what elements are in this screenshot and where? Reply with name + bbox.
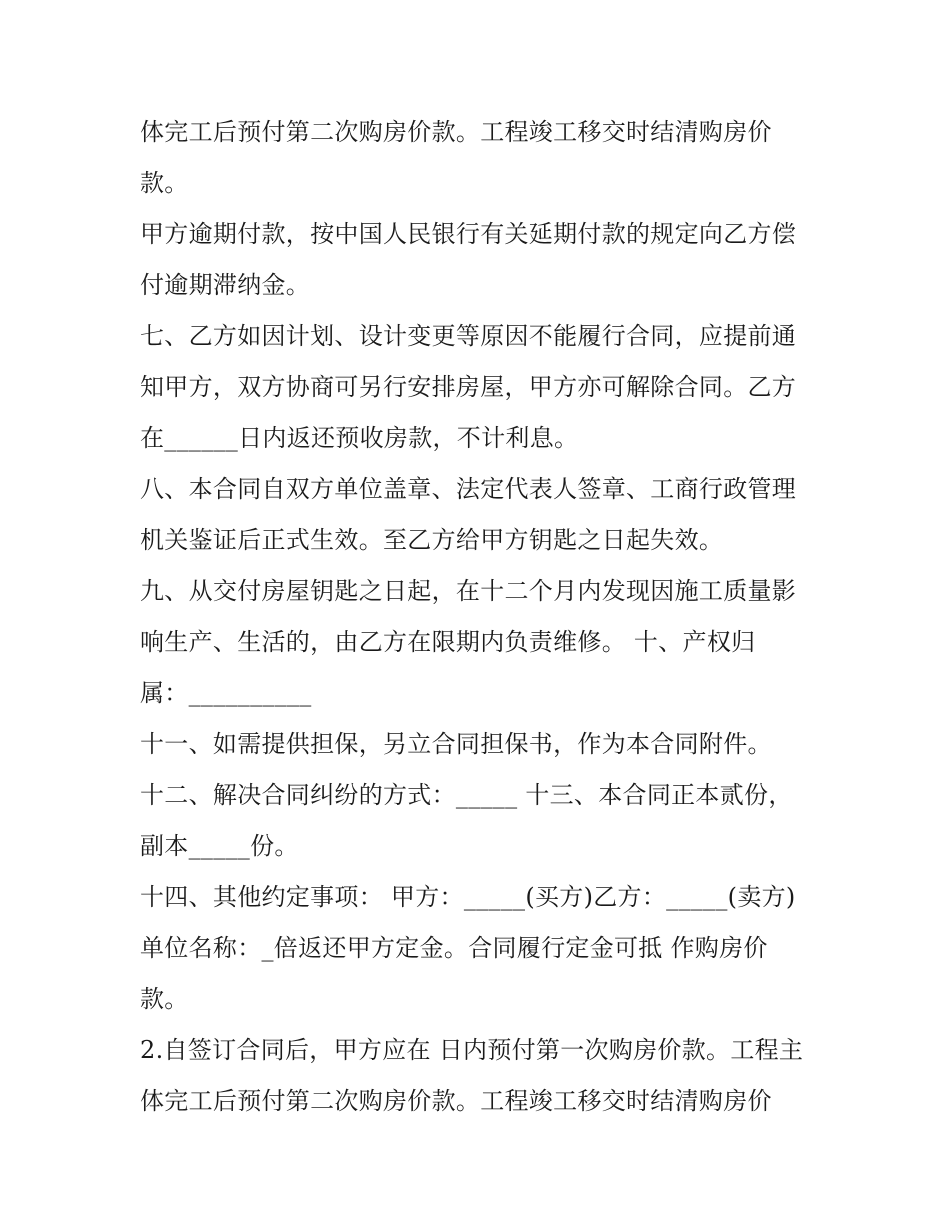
text-line: 副本_____份。	[140, 832, 299, 860]
text-line: 响生产、生活的，由乙方在限期内负责维修。 十、产权归	[140, 628, 756, 656]
text-line: 付逾期滞纳金。	[140, 271, 311, 299]
text-line: 在______日内返还预收房款，不计利息。	[140, 424, 579, 452]
text-line: 七、乙方如因计划、设计变更等原因不能履行合同，应提前通	[140, 322, 797, 350]
text-line: 八、本合同自双方单位盖章、法定代表人签章、工商行政管理	[140, 475, 797, 503]
text-line: 体完工后预付第二次购房价款。工程竣工移交时结清购房价	[140, 118, 772, 146]
text-line: 十四、其他约定事项： 甲方：_____(买方)乙方：_____(卖方)	[140, 883, 796, 911]
text-line: 十二、解决合同纠纷的方式：_____ 十三、本合同正本贰份，	[140, 781, 793, 809]
text-line: 体完工后预付第二次购房价款。工程竣工移交时结清购房价	[140, 1087, 772, 1115]
text-line: 知甲方，双方协商可另行安排房屋，甲方亦可解除合同。乙方	[140, 373, 797, 401]
text-line: 机关鉴证后正式生效。至乙方给甲方钥匙之日起失效。	[140, 526, 724, 554]
text-line: 2.自签订合同后，甲方应在 日内预付第一次购房价款。工程主	[140, 1036, 804, 1064]
contract-text	[140, 107, 820, 1127]
text-line: 属：__________	[140, 679, 312, 707]
text-line: 十一、如需提供担保，另立合同担保书，作为本合同附件。	[140, 730, 772, 758]
text-line: 款。	[140, 985, 189, 1013]
text-line: 单位名称：_倍返还甲方定金。合同履行定金可抵 作购房价	[140, 934, 768, 962]
text-line: 九、从交付房屋钥匙之日起，在十二个月内发现因施工质量影	[140, 577, 797, 605]
text-line: 甲方逾期付款，按中国人民银行有关延期付款的规定向乙方偿	[140, 220, 797, 248]
text-line: 款。	[140, 169, 189, 197]
